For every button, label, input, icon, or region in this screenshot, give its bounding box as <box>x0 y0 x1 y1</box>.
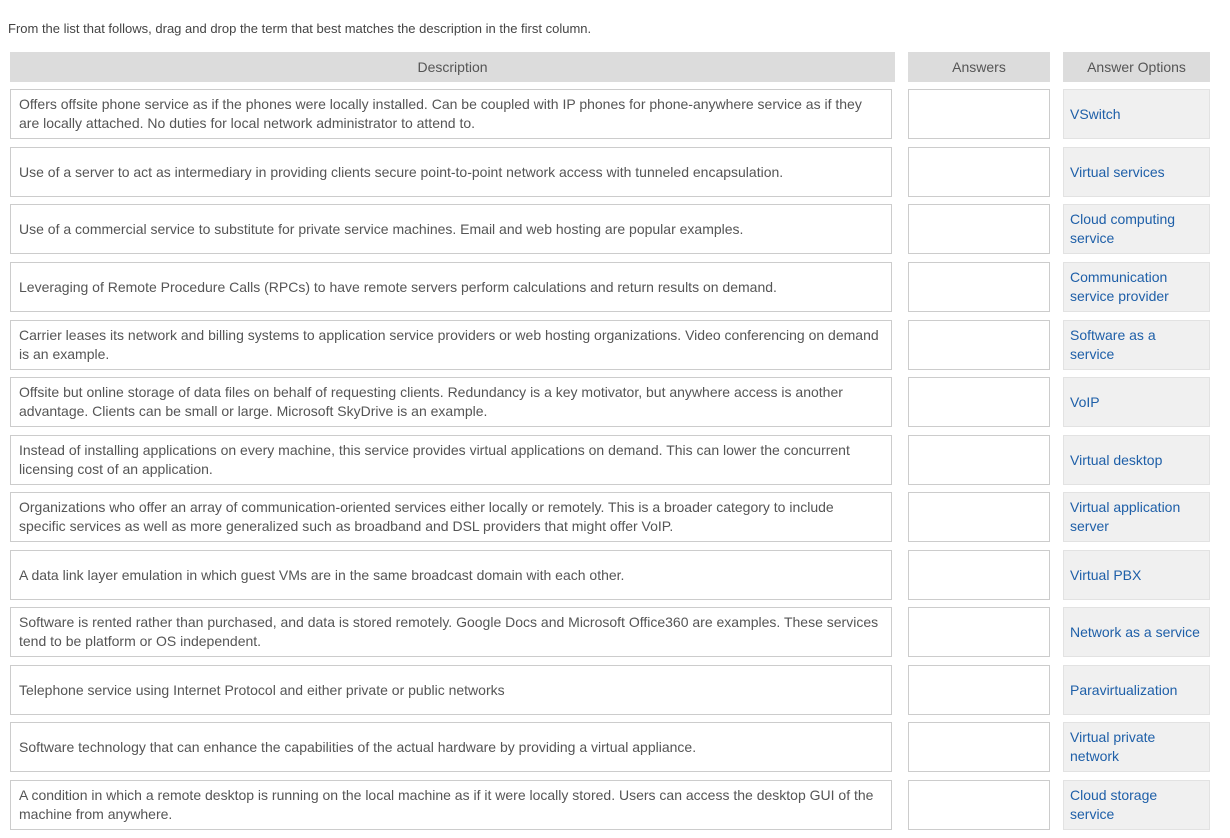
answer-drop-zone[interactable] <box>908 262 1050 312</box>
answer-option-virtual-pbx[interactable]: Virtual PBX <box>1063 550 1210 600</box>
answer-option-paravirtualization[interactable]: Paravirtualization <box>1063 665 1210 715</box>
description-cell: Software is rented rather than purchased, and data is stored remotely. Google Docs and Microsoft Office360 are examples. These services tend to be platform or OS independent. <box>10 607 892 657</box>
answer-drop-zone[interactable] <box>908 607 1050 657</box>
table-row <box>0 665 1230 715</box>
table-row <box>0 492 1230 542</box>
table-row <box>0 607 1230 657</box>
instructions-text: From the list that follows, drag and drop the term that best matches the description in the first column. <box>8 21 592 36</box>
answer-drop-zone[interactable] <box>908 320 1050 370</box>
table-row <box>0 435 1230 485</box>
description-cell: Offsite but online storage of data files on behalf of requesting clients. Redundancy is a key motivator, but anywhere access is another advantage. Clients can be small or large. Microsoft SkyDrive is an example. <box>10 377 892 427</box>
answers-column-header: Answers <box>908 52 1050 82</box>
description-cell: A condition in which a remote desktop is running on the local machine as if it were locally stored. Users can access the desktop GUI of the machine from anywhere. <box>10 780 892 830</box>
answer-options-column-header: Answer Options <box>1063 52 1210 82</box>
answer-drop-zone[interactable] <box>908 665 1050 715</box>
description-cell: Use of a commercial service to substitute for private service machines. Email and web hosting are popular examples. <box>10 204 892 254</box>
table-row <box>0 550 1230 600</box>
answer-drop-zone[interactable] <box>908 550 1050 600</box>
answer-option-virtual-application-server[interactable]: Virtual application server <box>1063 492 1210 542</box>
answer-option-voip[interactable]: VoIP <box>1063 377 1210 427</box>
description-column-header: Description <box>10 52 895 82</box>
answer-option-communication-service-provider[interactable]: Communication service provider <box>1063 262 1210 312</box>
table-row <box>0 89 1230 139</box>
description-cell: Offers offsite phone service as if the phones were locally installed. Can be coupled with IP phones for phone-anywhere service as if they are locally attached. No duties for local network administrator to attend to. <box>10 89 892 139</box>
answer-drop-zone[interactable] <box>908 377 1050 427</box>
answer-drop-zone[interactable] <box>908 492 1050 542</box>
table-row <box>0 780 1230 830</box>
description-cell: Use of a server to act as intermediary in providing clients secure point-to-point network access with tunneled encapsulation. <box>10 147 892 197</box>
answer-option-vswitch[interactable]: VSwitch <box>1063 89 1210 139</box>
table-row <box>0 147 1230 197</box>
answer-option-virtual-services[interactable]: Virtual services <box>1063 147 1210 197</box>
answer-option-virtual-private-network[interactable]: Virtual private network <box>1063 722 1210 772</box>
table-row <box>0 377 1230 427</box>
description-cell: Telephone service using Internet Protocol and either private or public networks <box>10 665 892 715</box>
answer-drop-zone[interactable] <box>908 204 1050 254</box>
description-cell: Organizations who offer an array of communication-oriented services either locally or remotely. This is a broader category to include specific services as well as more generalized such as broadband and DSL providers that might offer VoIP. <box>10 492 892 542</box>
description-cell: A data link layer emulation in which guest VMs are in the same broadcast domain with each other. <box>10 550 892 600</box>
answer-drop-zone[interactable] <box>908 89 1050 139</box>
answer-option-cloud-computing-service[interactable]: Cloud computing service <box>1063 204 1210 254</box>
answer-drop-zone[interactable] <box>908 780 1050 830</box>
answer-option-network-as-a-service[interactable]: Network as a service <box>1063 607 1210 657</box>
table-row <box>0 262 1230 312</box>
answer-option-cloud-storage-service[interactable]: Cloud storage service <box>1063 780 1210 830</box>
description-cell: Leveraging of Remote Procedure Calls (RPCs) to have remote servers perform calculations and return results on demand. <box>10 262 892 312</box>
answer-drop-zone[interactable] <box>908 722 1050 772</box>
answer-drop-zone[interactable] <box>908 435 1050 485</box>
table-row <box>0 722 1230 772</box>
answer-drop-zone[interactable] <box>908 147 1050 197</box>
answer-option-software-as-a-service[interactable]: Software as a service <box>1063 320 1210 370</box>
description-cell: Instead of installing applications on every machine, this service provides virtual applications on demand. This can lower the concurrent licensing cost of an application. <box>10 435 892 485</box>
answer-option-virtual-desktop[interactable]: Virtual desktop <box>1063 435 1210 485</box>
description-cell: Software technology that can enhance the capabilities of the actual hardware by providing a virtual appliance. <box>10 722 892 772</box>
table-row <box>0 204 1230 254</box>
description-cell: Carrier leases its network and billing systems to application service providers or web hosting organizations. Video conferencing on demand is an example. <box>10 320 892 370</box>
table-row <box>0 320 1230 370</box>
